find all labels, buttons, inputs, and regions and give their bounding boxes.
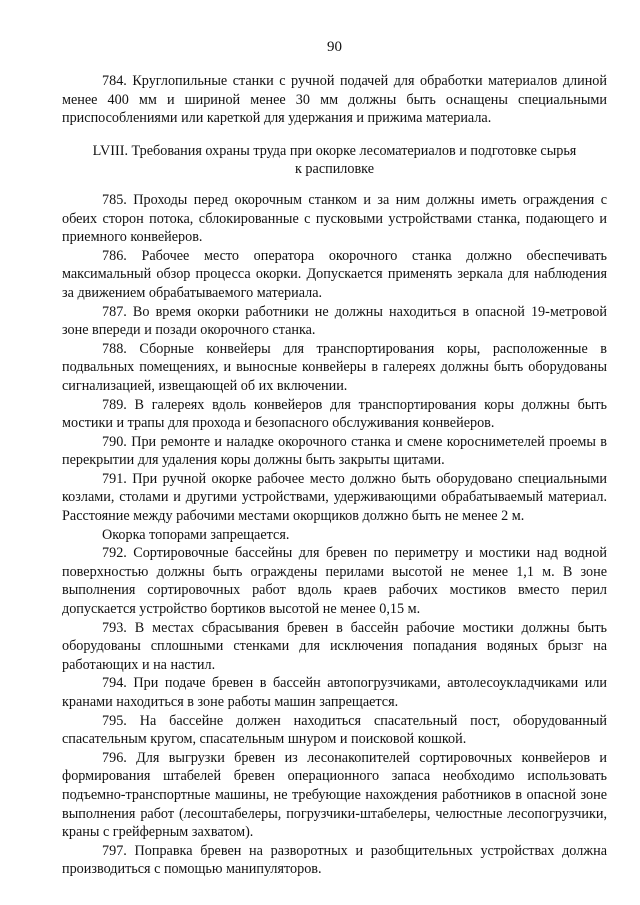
paragraph-790: 790. При ремонте и наладке окорочного станка и смене коросниметелей проемы в перекрытии для удаления коры должны быть закрыты щитами. <box>62 433 607 469</box>
paragraph-791: 791. При ручной окорке рабочее место должно быть оборудовано специальными козлами, столами и другими устройствами, удерживающими обрабатываемый материал. Расстояние между рабочими местами окорщиков должно быть не менее 2 м. <box>62 470 607 525</box>
paragraph-796: 796. Для выгрузки бревен из лесонакопителей сортировочных конвейеров и формирования штабелей бревен операционного запаса необходимо использовать подъемно-транспортные машины, не требующие нахождения работников в опасной зоне выполнения работ (лесоштабелеры, погрузчики-штабелеры, челюстные лесопогрузчики, краны с грейферным захватом). <box>62 749 607 841</box>
paragraph-789: 789. В галереях вдоль конвейеров для транспортирования коры должны быть мостики и трапы для прохода и безопасного обслуживания конвейеров. <box>62 396 607 432</box>
paragraph-797: 797. Поправка бревен на разворотных и разобщительных устройствах должна производиться с помощью манипуляторов. <box>62 842 607 878</box>
paragraph-794: 794. При подаче бревен в бассейн автопогрузчиками, автолесоукладчиками или кранами находиться в зоне работы машин запрещается. <box>62 675 607 710</box>
section-title: LVIII. Требования охраны труда при окорке лесоматериалов и подготовке сырья к распиловке <box>92 142 577 178</box>
paragraph-793: 793. В местах сбрасывания бревен в бассейн рабочие мостики должны быть оборудованы сплошными стенками для исключения попадания водяных брызг на работающих и на настил. <box>62 619 607 673</box>
page-number: 90 <box>327 39 342 55</box>
paragraph-785: 785. Проходы перед окорочным станком и за ним должны иметь ограждения с обеих сторон потока, сблокированные с пусковыми устройствами станка, подающего и приемного конвейеров. <box>62 191 607 246</box>
paragraph-786: 786. Рабочее место оператора окорочного станка должно обеспечивать максимальный обзор процесса окорки. Допускается применять зеркала для наблюдения за движением обрабатываемого материала. <box>62 247 607 301</box>
paragraph-784: 784. Круглопильные станки с ручной подачей для обработки материалов длиной менее 400 мм и шириной менее 30 мм должны быть оснащены специальными приспособлениями или кареткой для удержания и прижима материала. <box>62 73 607 127</box>
document-page <box>62 38 607 879</box>
paragraph-787: 787. Во время окорки работники не должны находиться в опасной 19-метровой зоне впереди и позади окорочного станка. <box>62 303 607 339</box>
paragraph-792: 792. Сортировочные бассейны для бревен по периметру и мостики над водной поверхностью должны быть ограждены перилами высотой не менее 1,1 м. В зоне выполнения сортировочных работ вдоль краев рабочих мостиков вместо перил допускается устройство бортиков высотой не менее 0,15 м. <box>62 545 607 618</box>
paragraph-795: 795. На бассейне должен находиться спасательный пост, оборудованный спасательным кругом, спасательным шнуром и поисковой кошкой. <box>62 712 607 748</box>
paragraph-791-note: Окорка топорами запрещается. <box>102 526 290 543</box>
paragraph-788: 788. Сборные конвейеры для транспортирования коры, расположенные в подвальных помещениях, и выносные конвейеры в галереях должны быть оборудованы сигнализацией, извещающей об их включении. <box>62 340 607 394</box>
